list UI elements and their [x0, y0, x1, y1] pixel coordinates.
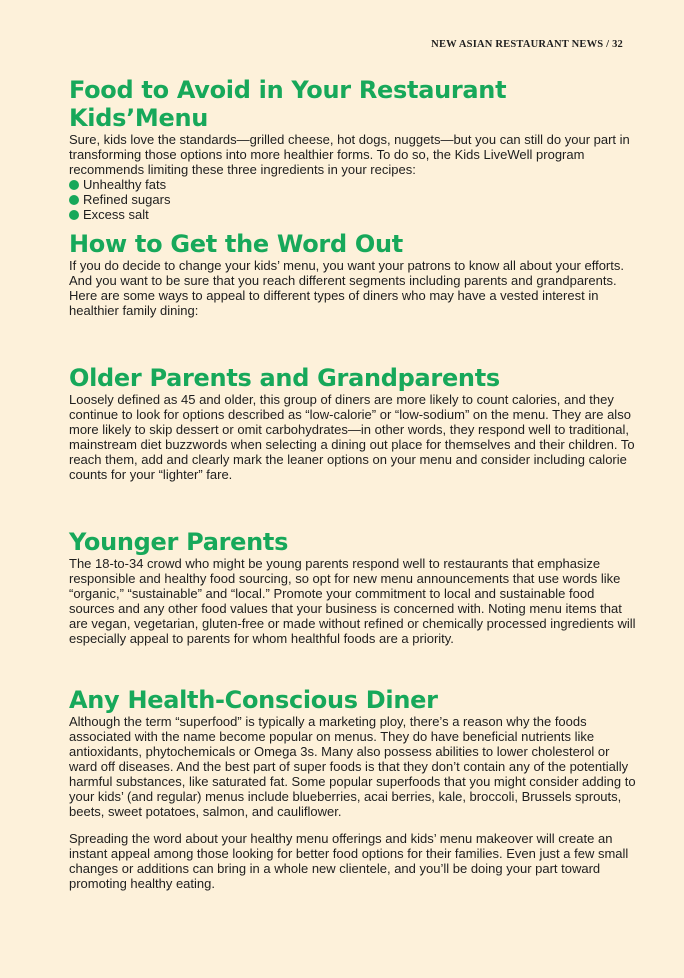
list-item [69, 207, 639, 222]
list-item-label: Unhealthy fats [83, 177, 167, 192]
list-item [69, 177, 639, 192]
list-item [69, 192, 639, 207]
list-item-label: Excess salt [83, 207, 149, 222]
section-heading: How to Get the Word Out [69, 230, 403, 258]
section-paragraph: If you do decide to change your kids’ menu, you want your patrons to know all about your efforts. And you want to be sure that you reach different segments including parents and grandparents. Here are some ways to appeal to different types of diners who may have a vested interest in healthier family dining: [69, 258, 624, 318]
list-item-label: Refined sugars [83, 192, 171, 207]
running-head: NEW ASIAN RESTAURANT NEWS / 32 [431, 39, 623, 50]
section-heading: Food to Avoid in Your Restaurant Kids’Menu [69, 76, 507, 132]
bullet-dot-icon [69, 210, 79, 220]
section-health-conscious-diner [69, 686, 639, 891]
closing-paragraph: Spreading the word about your healthy menu offerings and kids’ menu makeover will create an instant appeal among those looking for better food options for their families. Even just a few small changes or additions can bring in a whole new clientele, and you’ll be doing your part toward promoting healthy eating. [69, 831, 629, 891]
bullet-dot-icon [69, 195, 79, 205]
section-food-to-avoid [69, 76, 639, 222]
section-heading: Older Parents and Grandparents [69, 364, 500, 392]
section-older-parents [69, 364, 639, 482]
section-heading: Any Health-Conscious Diner [69, 686, 438, 714]
ingredient-list [69, 177, 639, 222]
section-paragraph: Although the term “superfood” is typically a marketing ploy, there’s a reason why the foods associated with the name become popular on menus. They do have beneficial nutrients like antioxidants, phytochemicals or Omega 3s. Many also possess abilities to lower cholesterol or ward off diseases. And the best part of super foods is that they don’t contain any of the potentially harmful substances, like saturated fat. Some popular superfoods that you might consider adding to your kids’ (and regular) menus include blueberries, acai berries, kale, broccoli, Brussels sprouts, beets, sweet potatoes, salmon, and cauliflower. [69, 714, 636, 819]
section-younger-parents [69, 528, 639, 646]
section-paragraph: The 18-to-34 crowd who might be young parents respond well to restaurants that emphasize responsible and healthy food sourcing, so opt for new menu announcements that use words like “organic,” “sustainable” and “local.” Promote your commitment to local and sustainable food sources and any other food values that your business is concerned with. Noting menu items that are vegan, vegetarian, gluten-free or made without refined or chemically processed ingredients will especially appeal to parents for whom healthful foods are a priority. [69, 556, 636, 646]
section-heading: Younger Parents [69, 528, 289, 556]
section-paragraph: Sure, kids love the standards—grilled cheese, hot dogs, nuggets—but you can still do your part in transforming those options into more healthier forms. To do so, the Kids LiveWell program recommends limiting these three ingredients in your recipes: [69, 132, 630, 177]
section-get-the-word-out [69, 230, 639, 318]
section-paragraph: Loosely defined as 45 and older, this group of diners are more likely to count calories, and they continue to look for options described as “low-calorie” or “low-sodium” on the menu. They are also more likely to skip dessert or omit carbohydrates—in other words, they respond well to traditional, mainstream diet buzzwords when selecting a dining out place for themselves and their children. To reach them, add and clearly mark the leaner options on your menu and consider including calorie counts for your “lighter” fare. [69, 392, 635, 482]
bullet-dot-icon [69, 180, 79, 190]
